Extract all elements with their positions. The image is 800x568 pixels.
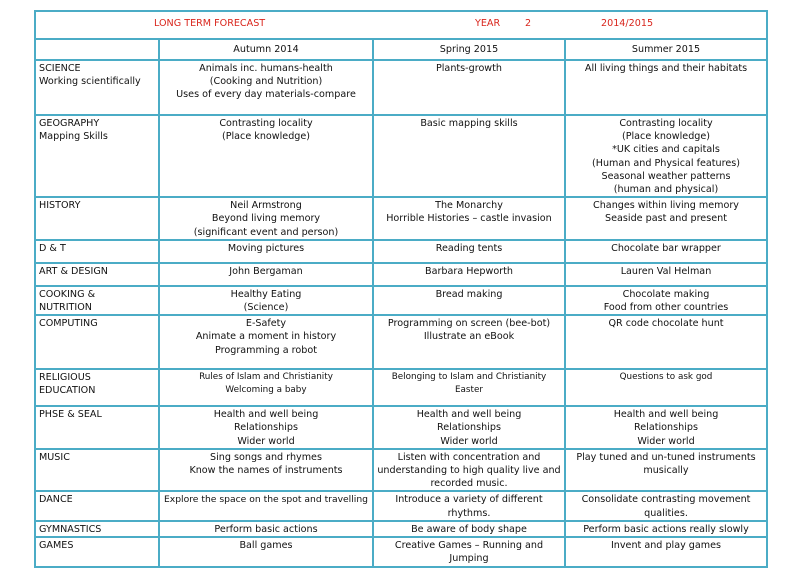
- subject-cell: ART & DESIGN: [35, 263, 159, 286]
- subject-row-music: [35, 449, 767, 492]
- spring-cell: Creative Games – Running and Jumping: [373, 537, 565, 567]
- summer-cell: Play tuned and un-tuned instruments musically: [565, 449, 767, 492]
- subject-cell: DANCE: [35, 491, 159, 520]
- title-row: [35, 11, 767, 39]
- summer-cell: Questions to ask god: [565, 369, 767, 406]
- subject-row-phse: [35, 406, 767, 449]
- autumn-cell: Perform basic actions: [159, 521, 373, 537]
- spring-cell: Be aware of body shape: [373, 521, 565, 537]
- autumn-cell: Explore the space on the spot and travelling: [159, 491, 373, 520]
- autumn-cell: Contrasting locality (Place knowledge): [159, 115, 373, 197]
- academic-year: 2014/2015: [601, 18, 654, 29]
- summer-cell: Perform basic actions really slowly: [565, 521, 767, 537]
- column-header-row: [35, 39, 767, 60]
- summer-cell: Changes within living memory Seaside past and present: [565, 197, 767, 240]
- year-label: YEAR: [475, 18, 501, 29]
- autumn-cell: Sing songs and rhymes Know the names of instruments: [159, 449, 373, 492]
- subject-cell: MUSIC: [35, 449, 159, 492]
- summer-cell: All living things and their habitats: [565, 60, 767, 115]
- subject-row-history: [35, 197, 767, 240]
- spring-cell: Barbara Hepworth: [373, 263, 565, 286]
- spring-cell: The Monarchy Horrible Histories – castle invasion: [373, 197, 565, 240]
- spring-cell: Listen with concentration and understanding to high quality live and recorded music.: [373, 449, 565, 492]
- autumn-cell: Healthy Eating (Science): [159, 286, 373, 315]
- subject-cell: RELIGIOUS EDUCATION: [35, 369, 159, 406]
- forecast-heading: LONG TERM FORECAST: [154, 18, 266, 29]
- spring-cell: Programming on screen (bee-bot) Illustrate an eBook: [373, 315, 565, 369]
- subject-row-science: [35, 60, 767, 115]
- summer-cell: Chocolate making Food from other countries: [565, 286, 767, 315]
- autumn-cell: Animals inc. humans-health (Cooking and Nutrition) Uses of every day materials-compare: [159, 60, 373, 115]
- summer-cell: Invent and play games: [565, 537, 767, 567]
- subject-cell: HISTORY: [35, 197, 159, 240]
- forecast-table: [34, 10, 768, 568]
- year-value: 2: [525, 18, 532, 29]
- header-blank: [35, 39, 159, 60]
- summer-cell: Health and well being Relationships Wider world: [565, 406, 767, 449]
- subject-cell: SCIENCE Working scientifically: [35, 60, 159, 115]
- autumn-cell: E-Safety Animate a moment in history Programming a robot: [159, 315, 373, 369]
- autumn-cell: Health and well being Relationships Wider world: [159, 406, 373, 449]
- spring-cell: Basic mapping skills: [373, 115, 565, 197]
- subject-row-art: [35, 263, 767, 286]
- subject-row-re: [35, 369, 767, 406]
- subject-row-geography: [35, 115, 767, 197]
- header-summer: Summer 2015: [565, 39, 767, 60]
- autumn-cell: Moving pictures: [159, 240, 373, 263]
- summer-cell: Lauren Val Helman: [565, 263, 767, 286]
- summer-cell: Chocolate bar wrapper: [565, 240, 767, 263]
- spring-cell: Belonging to Islam and Christianity Easter: [373, 369, 565, 406]
- spring-cell: Health and well being Relationships Wider world: [373, 406, 565, 449]
- subject-row-computing: [35, 315, 767, 369]
- subject-row-gymnastics: [35, 521, 767, 537]
- summer-cell: Consolidate contrasting movement qualities.: [565, 491, 767, 520]
- summer-cell: QR code chocolate hunt: [565, 315, 767, 369]
- autumn-cell: John Bergaman: [159, 263, 373, 286]
- subject-cell: PHSE & SEAL: [35, 406, 159, 449]
- subject-row-dt: [35, 240, 767, 263]
- subject-row-cooking: [35, 286, 767, 315]
- spring-cell: Plants-growth: [373, 60, 565, 115]
- subject-cell: GYMNASTICS: [35, 521, 159, 537]
- subject-row-games: [35, 537, 767, 567]
- summer-cell: Contrasting locality (Place knowledge) *UK cities and capitals (Human and Physical features) Seasonal weather patterns (human and physical): [565, 115, 767, 197]
- subject-cell: D & T: [35, 240, 159, 263]
- header-autumn: Autumn 2014: [159, 39, 373, 60]
- autumn-cell: Neil Armstrong Beyond living memory (significant event and person): [159, 197, 373, 240]
- spring-cell: Reading tents: [373, 240, 565, 263]
- subject-cell: COMPUTING: [35, 315, 159, 369]
- autumn-cell: Ball games: [159, 537, 373, 567]
- subject-cell: GAMES: [35, 537, 159, 567]
- subject-cell: COOKING & NUTRITION: [35, 286, 159, 315]
- subject-cell: GEOGRAPHY Mapping Skills: [35, 115, 159, 197]
- autumn-cell: Rules of Islam and Christianity Welcoming a baby: [159, 369, 373, 406]
- title-cell: [35, 11, 767, 39]
- spring-cell: Introduce a variety of different rhythms.: [373, 491, 565, 520]
- subject-row-dance: [35, 491, 767, 520]
- spring-cell: Bread making: [373, 286, 565, 315]
- header-spring: Spring 2015: [373, 39, 565, 60]
